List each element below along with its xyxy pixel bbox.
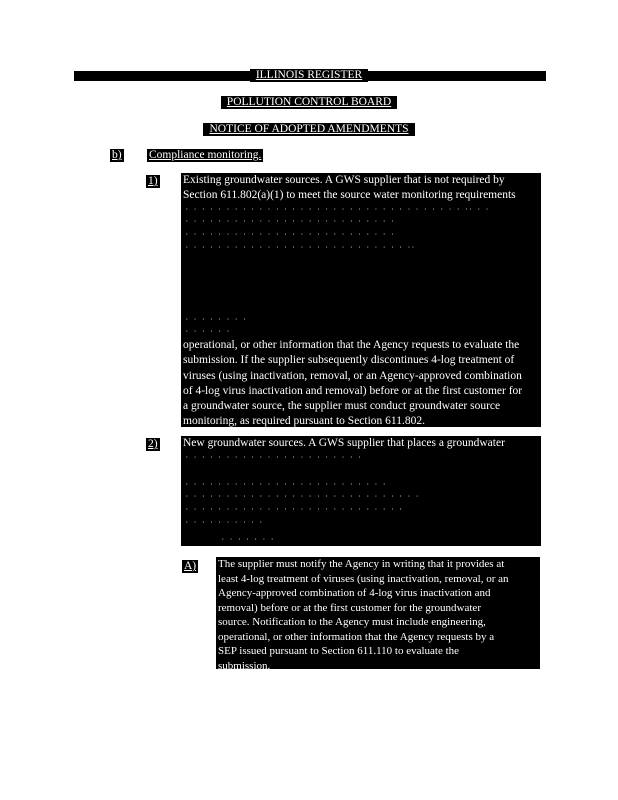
section-b-label: b): [112, 149, 122, 161]
redacted-noise-7: · · · · · · · · · · · · · · · · · · · · · ·: [185, 454, 362, 461]
redacted-noise-3: · · · · · · · · · · · · · · · · · · · · · · · · · ·: [185, 231, 395, 238]
item-a-label: A): [184, 560, 197, 572]
redacted-noise-9: · · · · · · · · · · · · · · · · · · · · · · · · · · · · ·: [185, 493, 420, 500]
item-a-line-4: removal) before or at the first customer for the groundwater: [218, 601, 481, 614]
item-a-block: [216, 557, 540, 672]
item-a-line-2: least 4-log treatment of viruses (using inactivation, removal, or an: [218, 572, 509, 585]
item-1-line-2: Section 611.802(a)(1) to meet the source water monitoring requirements: [183, 189, 516, 202]
redacted-noise-2: · · · · · · · · · · · · · · · · · · · · · · · · · ·: [185, 218, 395, 225]
item-a-line-3: Agency-approved combination of 4-log virus inactivation and: [218, 587, 491, 599]
item-a-line-1: The supplier must notify the Agency in writing that it provides at: [218, 558, 505, 570]
item-1-block: [181, 173, 541, 427]
notice-title: NOTICE OF ADOPTED AMENDMENTS: [203, 123, 415, 136]
redacted-noise-5: · · · · · · · ·: [185, 316, 247, 323]
item-1-line-8: monitoring, as required pursuant to Section 611.802.: [183, 415, 425, 428]
item-1-line-6: of 4-log virus inactivation and removal) before or at the first customer for: [183, 384, 523, 397]
item-1-line-3: operational, or other information that the Agency requests to evaluate the: [183, 339, 520, 351]
item-1-line-1: Existing groundwater sources. A GWS supplier that is not required by: [183, 174, 505, 186]
item-2-block: [181, 436, 541, 546]
register-title: ILLINOIS REGISTER: [250, 69, 368, 82]
item-a-line-5: source. Notification to the Agency must include engineering,: [218, 616, 486, 628]
redacted-noise-4: · · · · · · · · · · · · · · · · · · · · · · · · · · · ··: [185, 244, 416, 251]
item-a-line-6: operational, or other information that the Agency requests by a: [218, 630, 495, 643]
item-2-line-1: New groundwater sources. A GWS supplier that places a groundwater: [183, 437, 505, 449]
item-2-label: 2): [148, 438, 158, 450]
item-1-line-4: submission. If the supplier subsequently discontinues 4-log treatment of: [183, 354, 515, 367]
redacted-noise-8: · · · · · · · · · · · · · · · · · · · · · · · · ·: [185, 481, 387, 488]
redacted-noise-12: · · · · · · ·: [221, 536, 275, 543]
item-1-label: 1): [148, 175, 158, 187]
item-1-line-5: viruses (using inactivation, removal, or an Agency-approved combination: [183, 369, 522, 382]
redacted-noise-1: · · · · · · · · · · · · · · · · · · · · · · · · · · · · · · · · · · ·· · ·: [185, 206, 490, 213]
redacted-noise-11: · · · · · · · · · ·: [185, 519, 264, 526]
section-b-title: Compliance monitoring.: [149, 149, 262, 161]
item-a-line-7: SEP issued pursuant to Section 611.110 to evaluate the: [218, 645, 460, 657]
board-title: POLLUTION CONTROL BOARD: [221, 96, 397, 109]
item-1-line-7: a groundwater source, the supplier must conduct groundwater source: [183, 400, 501, 413]
redacted-noise-10: · · · · · · · · · · · · · · · · · · · · · · · · · · ·: [185, 506, 403, 513]
item-a-line-8: submission.: [218, 659, 271, 672]
redacted-noise-6: · · · · · ·: [185, 328, 231, 335]
